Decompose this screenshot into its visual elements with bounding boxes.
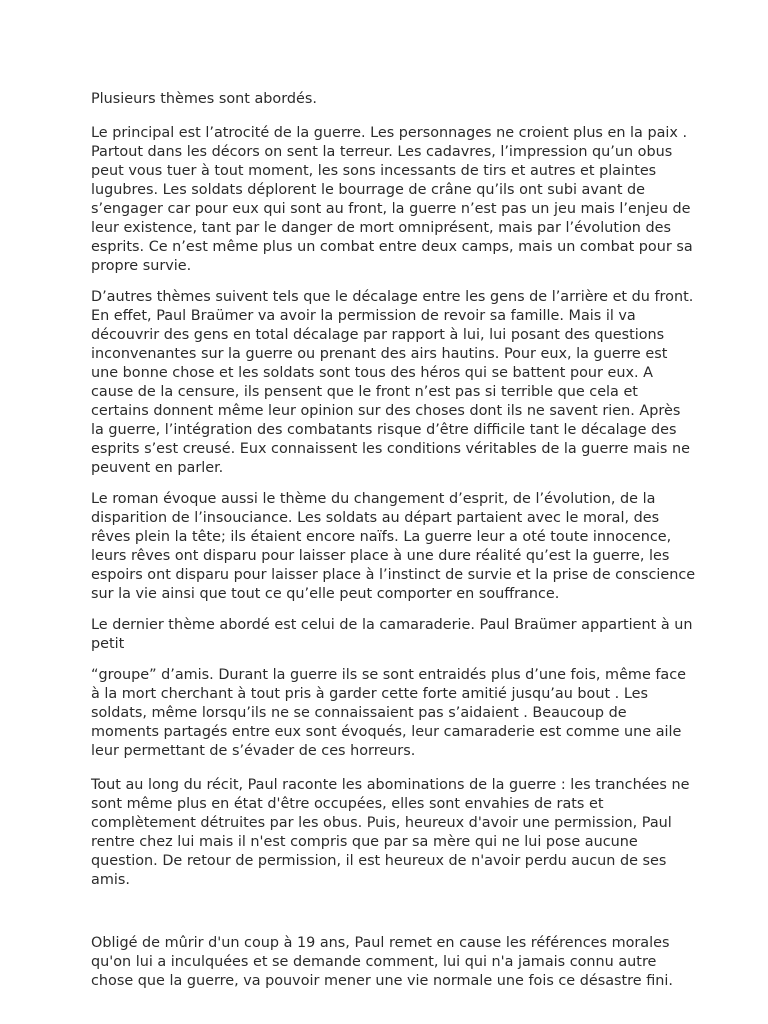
text-line: cause de la censure, ils pensent que le front n’est pas si terrible que cela et	[91, 384, 638, 400]
text-line: D’autres thèmes suivent tels que le décalage entre les gens de l’arrière et du front.	[91, 289, 694, 305]
text-line: Plusieurs thèmes sont abordés.	[91, 91, 317, 107]
text-line: chose que la guerre, va pouvoir mener une vie normale une fois ce désastre fini.	[91, 973, 673, 989]
text-line: espoirs ont disparu pour laisser place à l’instinct de survie et la prise de conscience	[91, 567, 696, 583]
paragraph-conclusion	[91, 934, 691, 991]
text-line: Le roman évoque aussi le thème du changement d’esprit, de l’évolution, de la	[91, 491, 656, 507]
text-line: inconvenantes sur la guerre ou prenant des airs hautins. Pour eux, la guerre est	[91, 346, 668, 362]
text-line: En effet, Paul Braümer va avoir la permission de revoir sa famille. Mais il va	[91, 308, 636, 324]
text-line: Obligé de mûrir d'un coup à 19 ans, Paul remet en cause les références morales	[91, 935, 670, 951]
text-line: amis.	[91, 872, 130, 888]
text-line: Partout dans les décors on sent la terreur. Les cadavres, l’impression qu’un obus	[91, 144, 673, 160]
paragraph-gap	[91, 288, 694, 478]
text-line: découvrir des gens en total décalage par rapport à lui, lui posant des questions	[91, 327, 665, 343]
text-line: leurs rêves ont disparu pour laisser place à une dure réalité qu’est la guerre, les	[91, 548, 670, 564]
paragraph-camaraderie	[91, 616, 691, 654]
text-line: soldats, même lorsqu’ils ne se connaissaient pas s’aidaient . Beaucoup de	[91, 705, 627, 721]
paragraph-abominations	[91, 776, 691, 890]
paragraph-change	[91, 490, 696, 604]
text-line: la guerre, l’intégration des combatants risque d’être difficile tant le décalage des	[91, 422, 677, 438]
text-line: qu'on lui a inculquées et se demande comment, lui qui n'a jamais connu autre	[91, 954, 657, 970]
text-line: rêves plein la tête; ils étaient encore naïfs. La guerre leur a oté toute innocence,	[91, 529, 672, 545]
text-line: petit	[91, 636, 125, 652]
text-line: leur existence, tant par le danger de mort omniprésent, mais par l’évolution des	[91, 220, 671, 236]
text-line: “groupe” d’amis. Durant la guerre ils se sont entraidés plus d’une fois, même face	[91, 667, 687, 683]
text-line: rentre chez lui mais il n'est compris que par sa mère qui ne lui pose aucune	[91, 834, 638, 850]
paragraph-atrocity	[91, 124, 691, 276]
text-line: question. De retour de permission, il est heureux de n'avoir perdu aucun de ses	[91, 853, 667, 869]
text-line: moments partagés entre eux sont évoqués, leur camaraderie est comme une aile	[91, 724, 682, 740]
text-line: disparition de l’insouciance. Les soldats au départ partaient avec le moral, des	[91, 510, 660, 526]
paragraph-intro	[91, 90, 691, 109]
text-line: peuvent en parler.	[91, 460, 224, 476]
text-line: lugubres. Les soldats déplorent le bourrage de crâne qu’ils ont subi avant de	[91, 182, 646, 198]
text-line: esprits. Ce n’est même plus un combat entre deux camps, mais un combat pour sa	[91, 239, 693, 255]
text-line: une bonne chose et les soldats sont tous des héros qui se battent pour eux. A	[91, 365, 654, 381]
text-line: esprits s’est creusé. Eux connaissent les conditions véritables de la guerre mais ne	[91, 441, 690, 457]
text-line: complètement détruites par les obus. Puis, heureux d'avoir une permission, Paul	[91, 815, 672, 831]
text-line: Tout au long du récit, Paul raconte les abominations de la guerre : les tranchées ne	[91, 777, 690, 793]
text-line: s’engager car pour eux qui sont au front, la guerre n’est pas un jeu mais l’enjeu de	[91, 201, 691, 217]
text-line: à la mort cherchant à tout pris à garder cette forte amitié jusqu’au bout . Les	[91, 686, 648, 702]
text-line: Le principal est l’atrocité de la guerre. Les personnages ne croient plus en la paix .	[91, 125, 688, 141]
text-line: certains donnent même leur opinion sur des choses dont ils ne savent rien. Après	[91, 403, 681, 419]
text-line: sont même plus en état d'être occupées, elles sont envahies de rats et	[91, 796, 604, 812]
text-line: peut vous tuer à tout moment, les sons incessants de tirs et autres et plaintes	[91, 163, 657, 179]
text-line: propre survie.	[91, 258, 192, 274]
text-line: sur la vie ainsi que tout ce qu’elle peut comporter en souffrance.	[91, 586, 560, 602]
text-line: leur permettant de s’évader de ces horreurs.	[91, 743, 416, 759]
paragraph-friends	[91, 666, 691, 761]
text-line: Le dernier thème abordé est celui de la camaraderie. Paul Braümer appartient à un	[91, 617, 693, 633]
